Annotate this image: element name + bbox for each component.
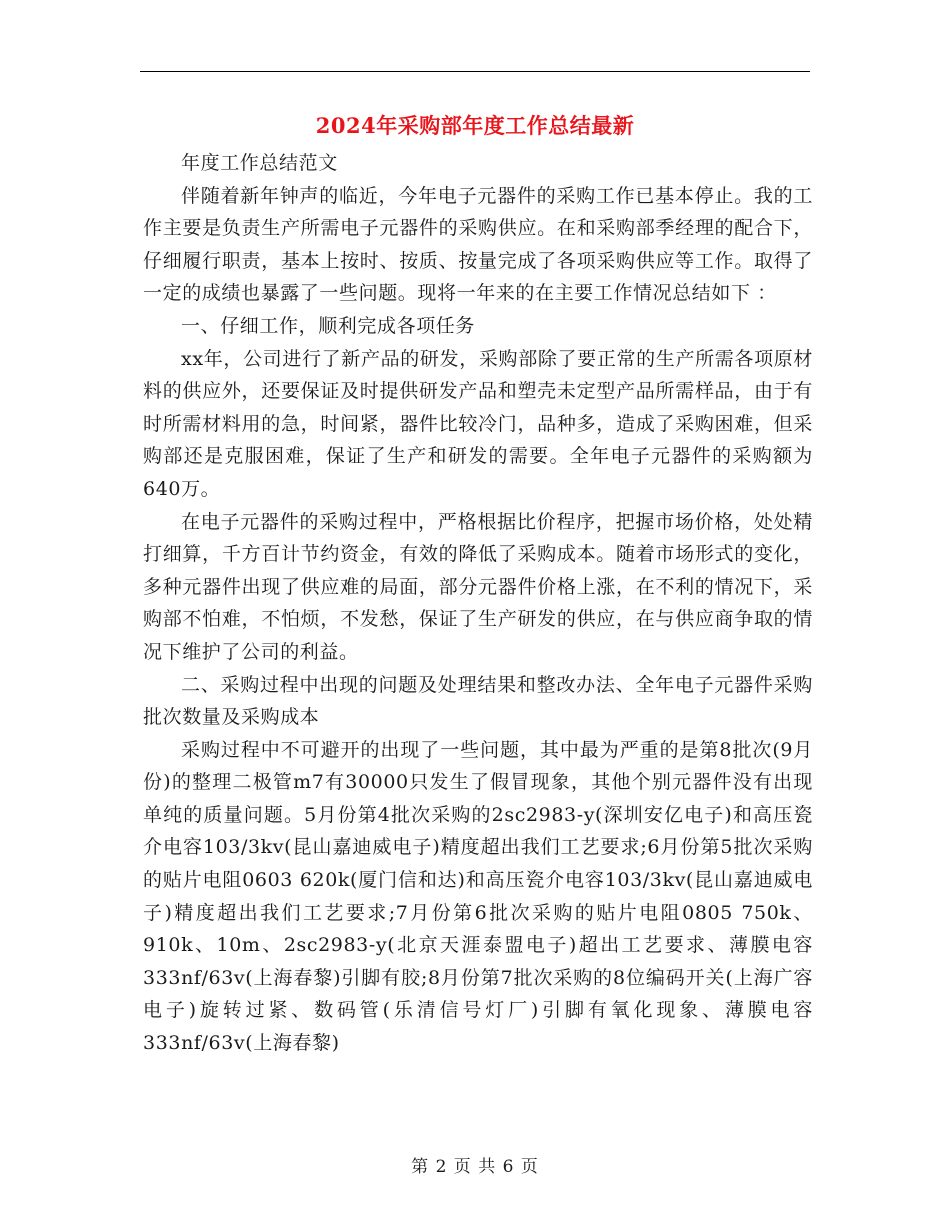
section-heading-2: 二、采购过程中出现的问题及处理结果和整改办法、全年电子元器件采购批次数量及采购成本 [143,673,813,729]
paragraph-subtitle: 年度工作总结范文 [181,152,338,174]
header-rule [140,71,810,72]
paragraph-section2-a: 采购过程中不可避开的出现了一些问题，其中最为严重的是第8批次(9月份)的整理二极管m7有30000只发生了假冒现象，其他个别元器件没有出现单纯的质量问题。5月份第4批次采购的2sc2983-y(深圳安亿电子)和高压瓷介电容103/3kv(昆山嘉迪威电子)精度超出我们工艺要求;6月份第5批次采购的贴片电阻0603 620k(厦门信和达)和高压瓷介电容103/3kv(昆山嘉迪威电子)精度超出我们工艺要求;7月份第6批次采购的贴片电阻0805 750k、910k、10m、2sc2983-y(北京天涯泰盟电子)超出工艺要求、薄膜电容333nf/63v(上海春黎)引脚有胶;8月份第7批次采购的8位编码开关(上海广容电子)旋转过紧、数码管(乐清信号灯厂)引脚有氧化现象、薄膜电容333nf/63v(上海春黎) [143,738,813,1055]
document-body [143,147,813,1060]
paragraph-intro: 伴随着新年钟声的临近，今年电子元器件的采购工作已基本停止。我的工作主要是负责生产所需电子元器件的采购供应。在和采购部季经理的配合下，仔细履行职责，基本上按时、按质、按量完成了各项采购供应等工作。取得了一定的成绩也暴露了一些问题。现将一年来的在主要工作情况总结如下 ： [143,184,813,305]
paragraph-section1-a: xx年，公司进行了新产品的研发，采购部除了要正常的生产所需各项原材料的供应外，还要保证及时提供研发产品和塑壳未定型产品所需样品，由于有时所需材料用的急，时间紧，器件比较冷门，品种多，造成了采购困难，但采购部还是克服困难，保证了生产和研发的需要。全年电子元器件的采购额为640万。 [143,347,813,500]
section-heading-1: 一、仔细工作，顺利完成各项任务 [181,314,476,337]
paragraph-section1-b: 在电子元器件的采购过程中，严格根据比价程序，把握市场价格，处处精打细算，千方百计节约资金，有效的降低了采购成本。随着市场形式的变化，多种元器件出现了供应难的局面，部分元器件价格上涨，在不利的情况下，采购部不怕难，不怕烦，不发愁，保证了生产研发的供应，在与供应商争取的情况下维护了公司的利益。 [143,510,813,663]
document-title: 2024年采购部年度工作总结最新 [315,113,635,138]
page-number: 第 2 页 共 6 页 [411,1157,539,1177]
